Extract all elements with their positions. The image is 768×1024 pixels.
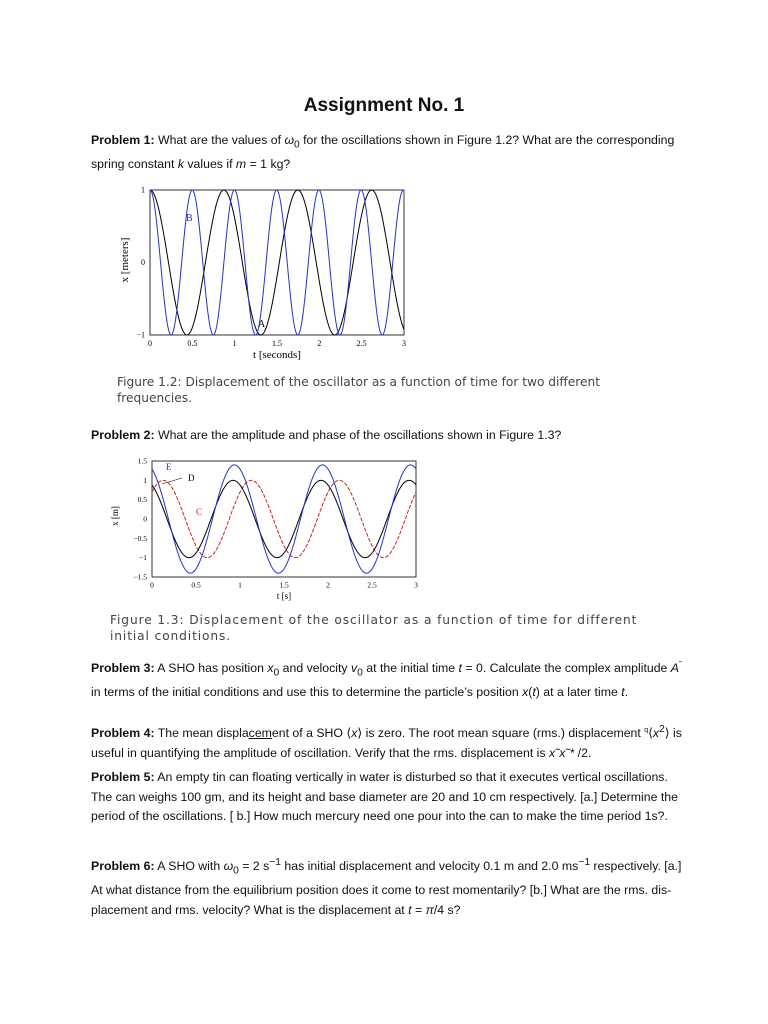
problem-text: and velocity	[279, 661, 351, 676]
t-symbol: t	[408, 902, 412, 917]
problem-text: = 0. Calculate the complex amplitude	[461, 661, 671, 676]
x-tick-label: 1.5	[279, 580, 289, 590]
x-tick-label: 0.5	[191, 580, 201, 590]
problem-text: What are the amplitude and phase of the oscillations shown in Figure 1.3?	[154, 428, 562, 442]
problem-text: .	[624, 685, 629, 700]
x-tick-label: 2.5	[356, 339, 367, 348]
x-symbol: x	[522, 685, 529, 700]
problem-text: at the initial time	[362, 661, 459, 676]
omega-symbol: ω	[223, 859, 234, 874]
series-label-b: B	[186, 213, 193, 224]
y-axis-label: x [m]	[110, 506, 120, 526]
superscript: −1	[578, 857, 591, 868]
x-tick-label: 1	[232, 339, 237, 348]
x-tick-label: 3	[414, 580, 418, 590]
problem-text: has initial displacement and velocity 0.1 m and 2.0 ms	[280, 859, 579, 874]
subscript: 0	[357, 667, 363, 679]
y-tick-label: −0.5	[133, 533, 147, 543]
problem-text: ent of a SHO ⟨	[271, 726, 352, 741]
problem-text: in terms of the initial conditions and use this to determine the particle’s position	[91, 685, 523, 700]
x-symbol: x	[351, 726, 358, 741]
problem-text: /2.	[574, 745, 592, 760]
omega-symbol: ω	[284, 133, 295, 147]
series-label-d: D	[188, 473, 195, 483]
problem-text: /4 s?	[433, 902, 461, 917]
t-symbol: t	[458, 661, 462, 676]
v-symbol: v	[351, 661, 358, 676]
pi-symbol: π	[425, 902, 434, 917]
problem-text: = 1 kg?	[246, 156, 291, 171]
plot-frame	[150, 190, 404, 335]
y-axis-label: x [meters]	[119, 237, 131, 283]
A-symbol: A	[670, 661, 679, 676]
problem-text: ⟩ is zero. The root mean square (rms.) displacement	[357, 726, 645, 741]
x-tick-label: 2	[317, 339, 322, 348]
t-symbol: t	[621, 685, 625, 700]
k-symbol: k	[177, 156, 184, 171]
problem-text: respectively. [a.] At what distance from the equilibrium position does it come to rest momentarily? [b.] What are the rms. dis- placement and rms. velocity? What is the displacement at	[91, 859, 682, 917]
figure-1-3-chart	[110, 456, 420, 602]
problem-text: for the oscillations shown in Figure 1.2? What are the corresponding spring constant	[91, 133, 675, 171]
m-symbol: m	[235, 156, 247, 171]
x-tick-label: 0.5	[187, 339, 198, 348]
x-tick-label: 3	[402, 339, 406, 348]
subscript: 0	[294, 139, 300, 151]
series-line-a	[150, 190, 404, 335]
x-tick-label: 1	[238, 580, 242, 590]
x-axis-label: t [s]	[276, 591, 292, 601]
problem-text: A SHO with	[154, 859, 224, 874]
problem-6	[91, 853, 691, 920]
problem-label: Problem 1:	[91, 133, 155, 147]
underlined-text: cem	[248, 726, 272, 741]
problem-text: What are the values of	[154, 133, 285, 147]
y-tick-label: 0	[143, 514, 147, 524]
y-tick-label: 0.5	[137, 495, 147, 505]
problem-text: ⟨	[648, 726, 653, 741]
x-tick-label: 2	[326, 580, 330, 590]
x-tick-label: 1.5	[272, 339, 282, 348]
series-label-c: C	[196, 507, 203, 517]
problem-1	[91, 131, 691, 174]
x-symbol: x	[652, 726, 660, 741]
problem-3: Problem 3: A SHO has position $x_0$ and velocity $v_0$ at the initial time t = 0. Calculate the complex amplitude A˜ in terms of the initial conditions and use this to determine the particle’s position x(t) at a later time t.	[91, 660, 682, 700]
y-tick-label: −1	[136, 330, 145, 340]
y-tick-label: 1.5	[137, 456, 147, 466]
problem-text: = 2 s	[238, 859, 270, 874]
t-symbol: t	[532, 685, 536, 700]
x-symbol: x	[267, 661, 274, 676]
problem-label: Problem 5:	[91, 770, 155, 784]
problem-text: values if	[183, 156, 236, 171]
problem-text: ⟩ is useful in quantifying the amplitude of oscillation. Verify that the rms. displacement is	[91, 726, 682, 760]
problem-2	[91, 426, 691, 446]
y-tick-label: −1.5	[133, 572, 147, 582]
x-tick-label: 0	[150, 580, 154, 590]
figure-1-2-chart	[108, 182, 418, 362]
problem-label: Problem 3:	[91, 661, 155, 676]
problem-text: =	[411, 902, 426, 917]
problem-5	[91, 768, 691, 827]
y-tick-label: −1	[139, 553, 147, 563]
problem-label: Problem 2:	[91, 428, 155, 442]
problem-text: A SHO has position	[154, 661, 268, 676]
x-tick-label: 2.5	[367, 580, 377, 590]
problem-text: An empty tin can floating vertically in water is disturbed so that it executes vertical oscillations. The can weighs 100 gm, and its height and base diameter are 20 and 10 cm respectively. [a.] Determine the period of the oscillations. [ b.] How much mercury need one pour into the can to make the time period 1s?.	[91, 770, 678, 823]
x-tick-label: 0	[148, 339, 152, 348]
series-label-a: A	[258, 319, 266, 330]
problem-4: Problem 4: The mean displacement of a SHO ⟨x⟩ is zero. The root mean square (rms.) displacement $^q⟨x^2⟩$ is useful in quantifying the amplitude of oscillation. Verify that the rms. displacement is x˜x˜* /2.	[91, 724, 682, 760]
figure-1-3-caption: Figure 1.3: Displacement of the oscillator as a function of time for different initial conditions.	[110, 613, 638, 643]
superscript: −1	[269, 857, 281, 868]
series-label-e: E	[166, 462, 172, 472]
problem-text: ) at a later time	[535, 685, 622, 700]
subscript: 0	[233, 865, 239, 877]
problem-text: The mean displa	[154, 726, 249, 741]
rms-expression: x˜x˜*	[548, 745, 575, 760]
y-tick-label: 1	[141, 185, 145, 195]
subscript: 0	[273, 667, 280, 679]
y-tick-label: 0	[141, 258, 145, 268]
problem-text: (	[528, 685, 533, 700]
series-line-b	[150, 190, 404, 335]
x-axis-label: t [seconds]	[253, 349, 301, 361]
problem-label: Problem 6:	[91, 859, 155, 874]
problem-label: Problem 4:	[91, 726, 155, 741]
y-tick-label: 1	[143, 475, 147, 485]
page-title: Assignment No. 1	[303, 95, 465, 116]
figure-1-2-caption: Figure 1.2: Displacement of the oscillator as a function of time for two different frequencies.	[117, 375, 601, 405]
